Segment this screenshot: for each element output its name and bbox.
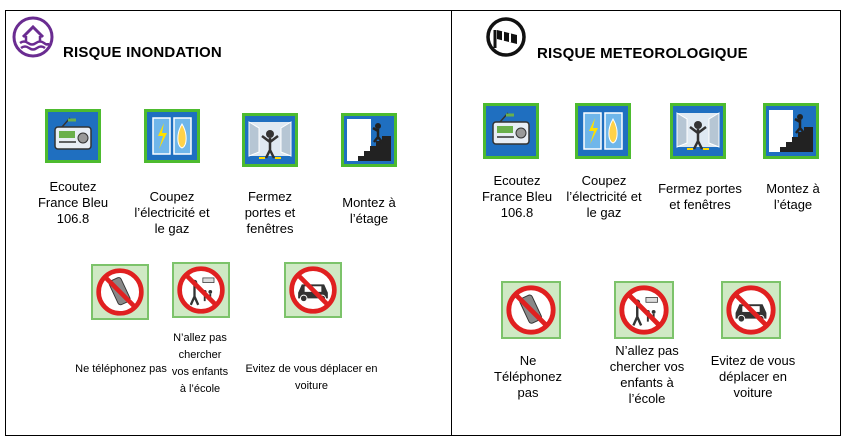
no-phone-icon bbox=[91, 264, 149, 320]
radio-icon bbox=[45, 109, 101, 163]
action-label: Ecoutez France Bleu 106.8 bbox=[481, 173, 553, 220]
action-label: Fermez portes et fenêtres bbox=[244, 189, 296, 236]
flood-house-logo-icon bbox=[12, 16, 54, 58]
dont-label: Ne Téléphonez pas bbox=[494, 353, 562, 400]
weather-windsock-logo-icon bbox=[485, 16, 527, 58]
no-car-icon bbox=[721, 281, 781, 339]
action-label: Ecoutez France Bleu 106.8 bbox=[37, 179, 109, 226]
electricity-gas-icon bbox=[144, 109, 200, 163]
panel-title: RISQUE METEOROLOGIQUE bbox=[537, 45, 748, 62]
no-school-pickup-icon bbox=[614, 281, 674, 339]
close-windows-icon bbox=[242, 113, 298, 167]
electricity-gas-icon bbox=[575, 103, 631, 159]
dont-label: Evitez de vous déplacer en voiture bbox=[710, 353, 796, 400]
no-car-icon bbox=[284, 262, 342, 318]
dont-label: N’allez pas chercher vos enfants à l’école bbox=[171, 332, 229, 395]
radio-icon bbox=[483, 103, 539, 159]
action-label: Montez à l’étage bbox=[342, 195, 396, 226]
close-windows-icon bbox=[670, 103, 726, 159]
weather-risk-panel bbox=[451, 10, 841, 436]
dont-label: Evitez de vous déplacer en voiture bbox=[245, 363, 378, 392]
dont-label: N’allez pas chercher vos enfants à l’école bbox=[609, 343, 685, 406]
flood-risk-panel bbox=[5, 10, 452, 436]
action-label: Fermez portes et fenêtres bbox=[658, 181, 742, 212]
action-label: Coupez l’électricité et le gaz bbox=[566, 173, 642, 220]
climb-stairs-icon bbox=[341, 113, 397, 167]
action-label: Coupez l’électricité et le gaz bbox=[134, 189, 210, 236]
climb-stairs-icon bbox=[763, 103, 819, 159]
panel-title: RISQUE INONDATION bbox=[63, 44, 222, 61]
dont-label: Ne téléphonez pas bbox=[75, 363, 167, 375]
no-phone-icon bbox=[501, 281, 561, 339]
no-school-pickup-icon bbox=[172, 262, 230, 318]
action-label: Montez à l’étage bbox=[766, 181, 820, 212]
